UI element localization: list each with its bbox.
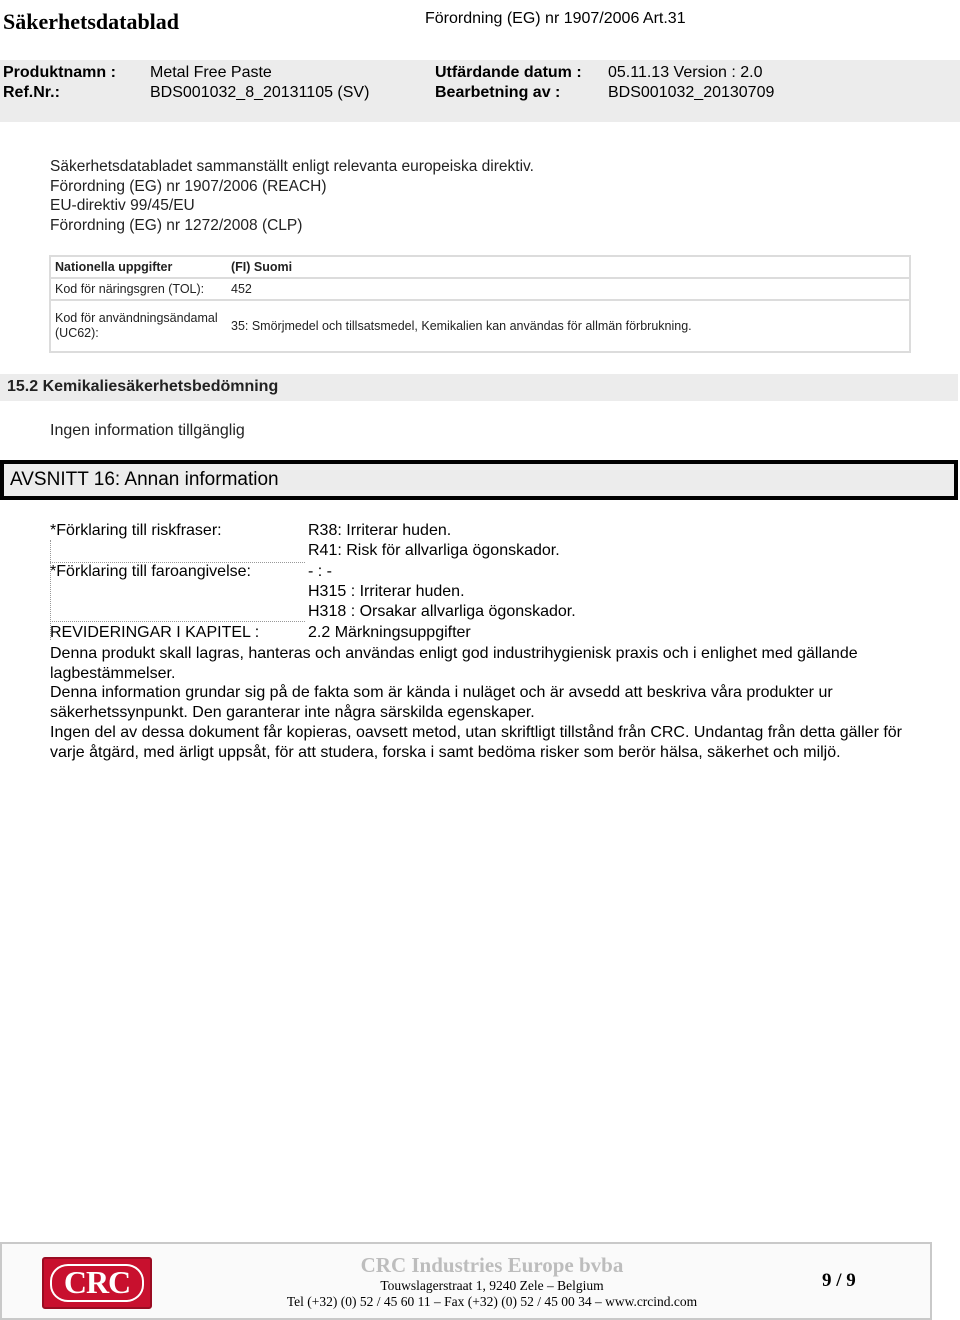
intro-line: Förordning (EG) nr 1907/2006 (REACH) (50, 177, 327, 195)
table-row (50, 256, 910, 278)
page-footer (0, 1242, 932, 1320)
risk-phrase: R41: Risk för allvarliga ögonskador. (308, 542, 560, 559)
product-name-label: Produktnamn : (3, 64, 116, 81)
national-data-table (49, 255, 911, 353)
risk-phrase: R38: Irriterar huden. (308, 522, 452, 539)
table-row (50, 278, 910, 300)
section-15-2-text: Ingen information tillgänglig (50, 422, 245, 439)
company-block (252, 1253, 732, 1310)
hazard-statements-label: *Förklaring till faroangivelse: (50, 563, 251, 580)
section-16-heading (0, 460, 958, 500)
issue-date-label: Utfärdande datum : (435, 64, 582, 81)
section-15-2-title: 15.2 Kemikaliesäkerhetsbedömning (7, 378, 279, 395)
table-row (50, 300, 910, 352)
section-15-2-heading (0, 374, 958, 401)
table-cell-value: 35: Smörjmedel och tillsatsmedel, Kemikalien kan användas för allmän förbrukning. (227, 300, 910, 352)
intro-line: Säkerhetsdatabladet sammanställt enligt relevanta europeiska direktiv. (50, 158, 534, 175)
regulation-reference: Förordning (EG) nr 1907/2006 Art.31 (425, 10, 686, 27)
table-cell-label: Kod för näringsgren (TOL): (50, 278, 227, 300)
revisions-value: 2.2 Märkningsuppgifter (308, 624, 471, 641)
divider (50, 621, 305, 622)
revised-by-label: Bearbetning av : (435, 84, 561, 101)
table-cell-label: Kod för användningsändamal (UC62): (50, 300, 227, 352)
paragraph: Denna produkt skall lagras, hanteras och användas enligt god industrihygienisk praxis och i enlighet med gällande lagbestämmelser. (50, 645, 858, 682)
table-header-cell: (FI) Suomi (227, 256, 910, 278)
issue-date-value: 05.11.13 Version : 2.0 (608, 64, 763, 81)
document-title: Säkerhetsdatablad (3, 9, 180, 34)
product-name-value: Metal Free Paste (150, 64, 272, 81)
risk-phrases-label: *Förklaring till riskfraser: (50, 522, 222, 539)
ref-number-label: Ref.Nr.: (3, 84, 60, 101)
table-header-cell: Nationella uppgifter (50, 256, 227, 278)
section-16-title: AVSNITT 16: Annan information (10, 469, 279, 490)
revisions-label: REVIDERINGAR I KAPITEL : (50, 624, 260, 641)
company-contact: Tel (+32) (0) 52 / 45 60 11 – Fax (+32) (0) 52 / 45 00 34 – www.crcind.com (286, 1294, 698, 1309)
ref-number-value: BDS001032_8_20131105 (SV) (150, 84, 370, 101)
logo-text: CRC (63, 1264, 131, 1300)
table-cell-value: 452 (227, 278, 910, 300)
hazard-statement: H318 : Orsakar allvarliga ögonskador. (308, 603, 576, 620)
hazard-statement: - : - (308, 563, 332, 580)
revised-by-value: BDS001032_20130709 (608, 84, 775, 101)
disclaimer-text (50, 644, 910, 762)
paragraph: Ingen del av dessa dokument får kopieras, oavsett metod, utan skriftligt tillstånd från CRC. Undantag från detta gäller för varje åtgärd, med ärligt uppsåt, för att studera, forska i samt bedöma risker som berör hälsa, säkerhet och miljö. (50, 723, 903, 761)
header-band (0, 60, 960, 122)
company-address: Touwslagerstraat 1, 9240 Zele – Belgium (380, 1278, 604, 1293)
paragraph: Denna information grundar sig på de fakta som är kända i nuläget och är avsedd att beskriva våra produkter ur säkerhetssynpunkt. Den garanterar inte några särskilda egenskaper. (50, 684, 833, 722)
intro-line: EU-direktiv 99/45/EU (50, 197, 195, 215)
crc-logo (42, 1257, 152, 1309)
page-number: 9 / 9 (822, 1270, 856, 1291)
hazard-statement: H315 : Irriterar huden. (308, 583, 465, 600)
regulation-intro (50, 157, 534, 235)
company-name: CRC Industries Europe bvba (360, 1253, 624, 1277)
intro-line: Förordning (EG) nr 1272/2008 (CLP) (50, 216, 303, 234)
